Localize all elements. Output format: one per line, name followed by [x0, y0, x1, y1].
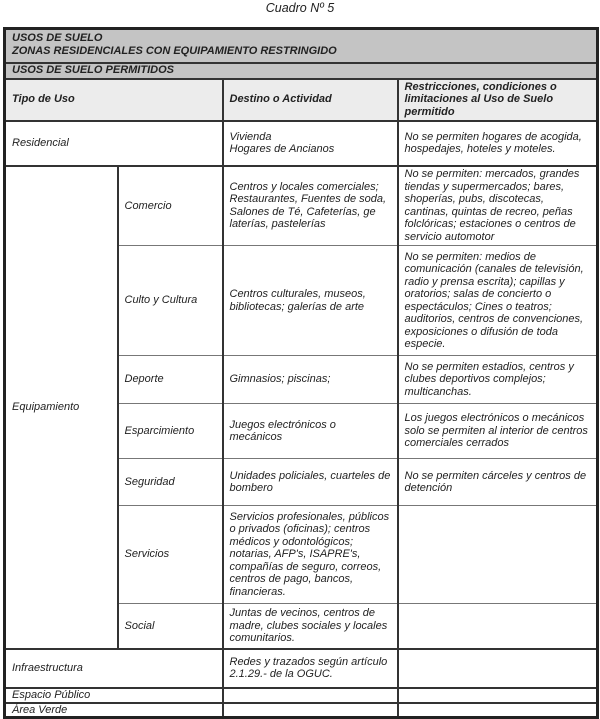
header-restricciones: Restricciones, condiciones o limitaciones al Uso de Suelo permitido — [398, 79, 598, 121]
destino-espacio-publico — [223, 688, 398, 703]
restricciones-cell: No se permiten estadios, centros y clubes deportivos complejos; multicanchas. — [398, 356, 598, 404]
clase-cell: Culto y Cultura — [118, 246, 223, 356]
clase-cell: Servicios — [118, 506, 223, 604]
table-row — [5, 649, 598, 688]
destino-cell: Juntas de vecinos, centros de madre, clubes sociales y locales comunitarios. — [223, 604, 398, 649]
destino-cell: Gimnasios; piscinas; — [223, 356, 398, 404]
title-line-1: USOS DE SUELO — [12, 32, 103, 44]
section-title: USOS DE SUELO PERMITIDOS — [5, 63, 598, 79]
tipo-area-verde: Área Verde — [5, 703, 223, 718]
header-row — [5, 79, 598, 121]
tipo-equipamiento: Equipamiento — [5, 166, 118, 649]
destino-line: Hogares de Ancianos — [229, 143, 335, 155]
destino-cell: Centros y locales comerciales; Restaurantes, Fuentes de soda, Salones de Té, Cafeterías, ge laterías, pastelerías — [223, 166, 398, 246]
header-tipo: Tipo de Uso — [5, 79, 223, 121]
tipo-residencial: Residencial — [5, 121, 223, 166]
table-row — [5, 703, 598, 718]
destino-cell: Centros culturales, museos, bibliotecas; galerías de arte — [223, 246, 398, 356]
restricciones-cell — [398, 604, 598, 649]
restricciones-area-verde — [398, 703, 598, 718]
destino-area-verde — [223, 703, 398, 718]
title-row — [5, 29, 598, 63]
table-row — [5, 121, 598, 166]
destino-line: Vivienda — [229, 130, 272, 143]
title-line-2: ZONAS RESIDENCIALES CON EQUIPAMIENTO RESTRINGIDO — [12, 44, 337, 57]
clase-cell: Comercio — [118, 166, 223, 246]
destino-infraestructura: Redes y trazados según artículo 2.1.29.- de la OGUC. — [223, 649, 398, 688]
section-row — [5, 63, 598, 79]
header-destino: Destino o Actividad — [223, 79, 398, 121]
destino-cell: Juegos electrónicos o mecánicos — [223, 404, 398, 459]
restricciones-cell: No se permiten: medios de comunicación (canales de televisión, radio y prensa escrita); capillas y oratorios; salas de concierto o espectáculos; Cines o teatros; auditorios, centros de convenciones, exposiciones o difusión de toda especie. — [398, 246, 598, 356]
clase-cell: Esparcimiento — [118, 404, 223, 459]
table-title — [5, 29, 598, 63]
destino-cell: Servicios profesionales, públicos o privados (oficinas); centros médicos y odontológicos; notarias, AFP's, ISAPRE's, compañías de seguro, correos, centros de pago, bancos, financieras. — [223, 506, 398, 604]
destino-residencial — [223, 121, 398, 166]
table-row — [5, 166, 598, 246]
tipo-infraestructura: Infraestructura — [5, 649, 223, 688]
restricciones-infraestructura — [398, 649, 598, 688]
restricciones-cell: No se permiten cárceles y centros de detención — [398, 459, 598, 506]
land-use-table — [3, 27, 599, 719]
clase-cell: Social — [118, 604, 223, 649]
restricciones-espacio-publico — [398, 688, 598, 703]
restricciones-cell: No se permiten: mercados, grandes tiendas y supermercados; bares, shoperías, pubs, discotecas, cantinas, quintas de recreo, peñas folclóricas; estaciones o centros de servicio automotor — [398, 166, 598, 246]
table-caption: Cuadro Nº 5 — [265, 1, 335, 15]
clase-cell: Seguridad — [118, 459, 223, 506]
restricciones-cell — [398, 506, 598, 604]
clase-cell: Deporte — [118, 356, 223, 404]
tipo-espacio-publico: Espacio Público — [5, 688, 223, 703]
destino-cell: Unidades policiales, cuarteles de bombero — [223, 459, 398, 506]
restricciones-cell: Los juegos electrónicos o mecánicos solo se permiten al interior de centros comerciales cerrados — [398, 404, 598, 459]
table-row — [5, 688, 598, 703]
restricciones-residencial: No se permiten hogares de acogida, hospedajes, hoteles y moteles. — [398, 121, 598, 166]
